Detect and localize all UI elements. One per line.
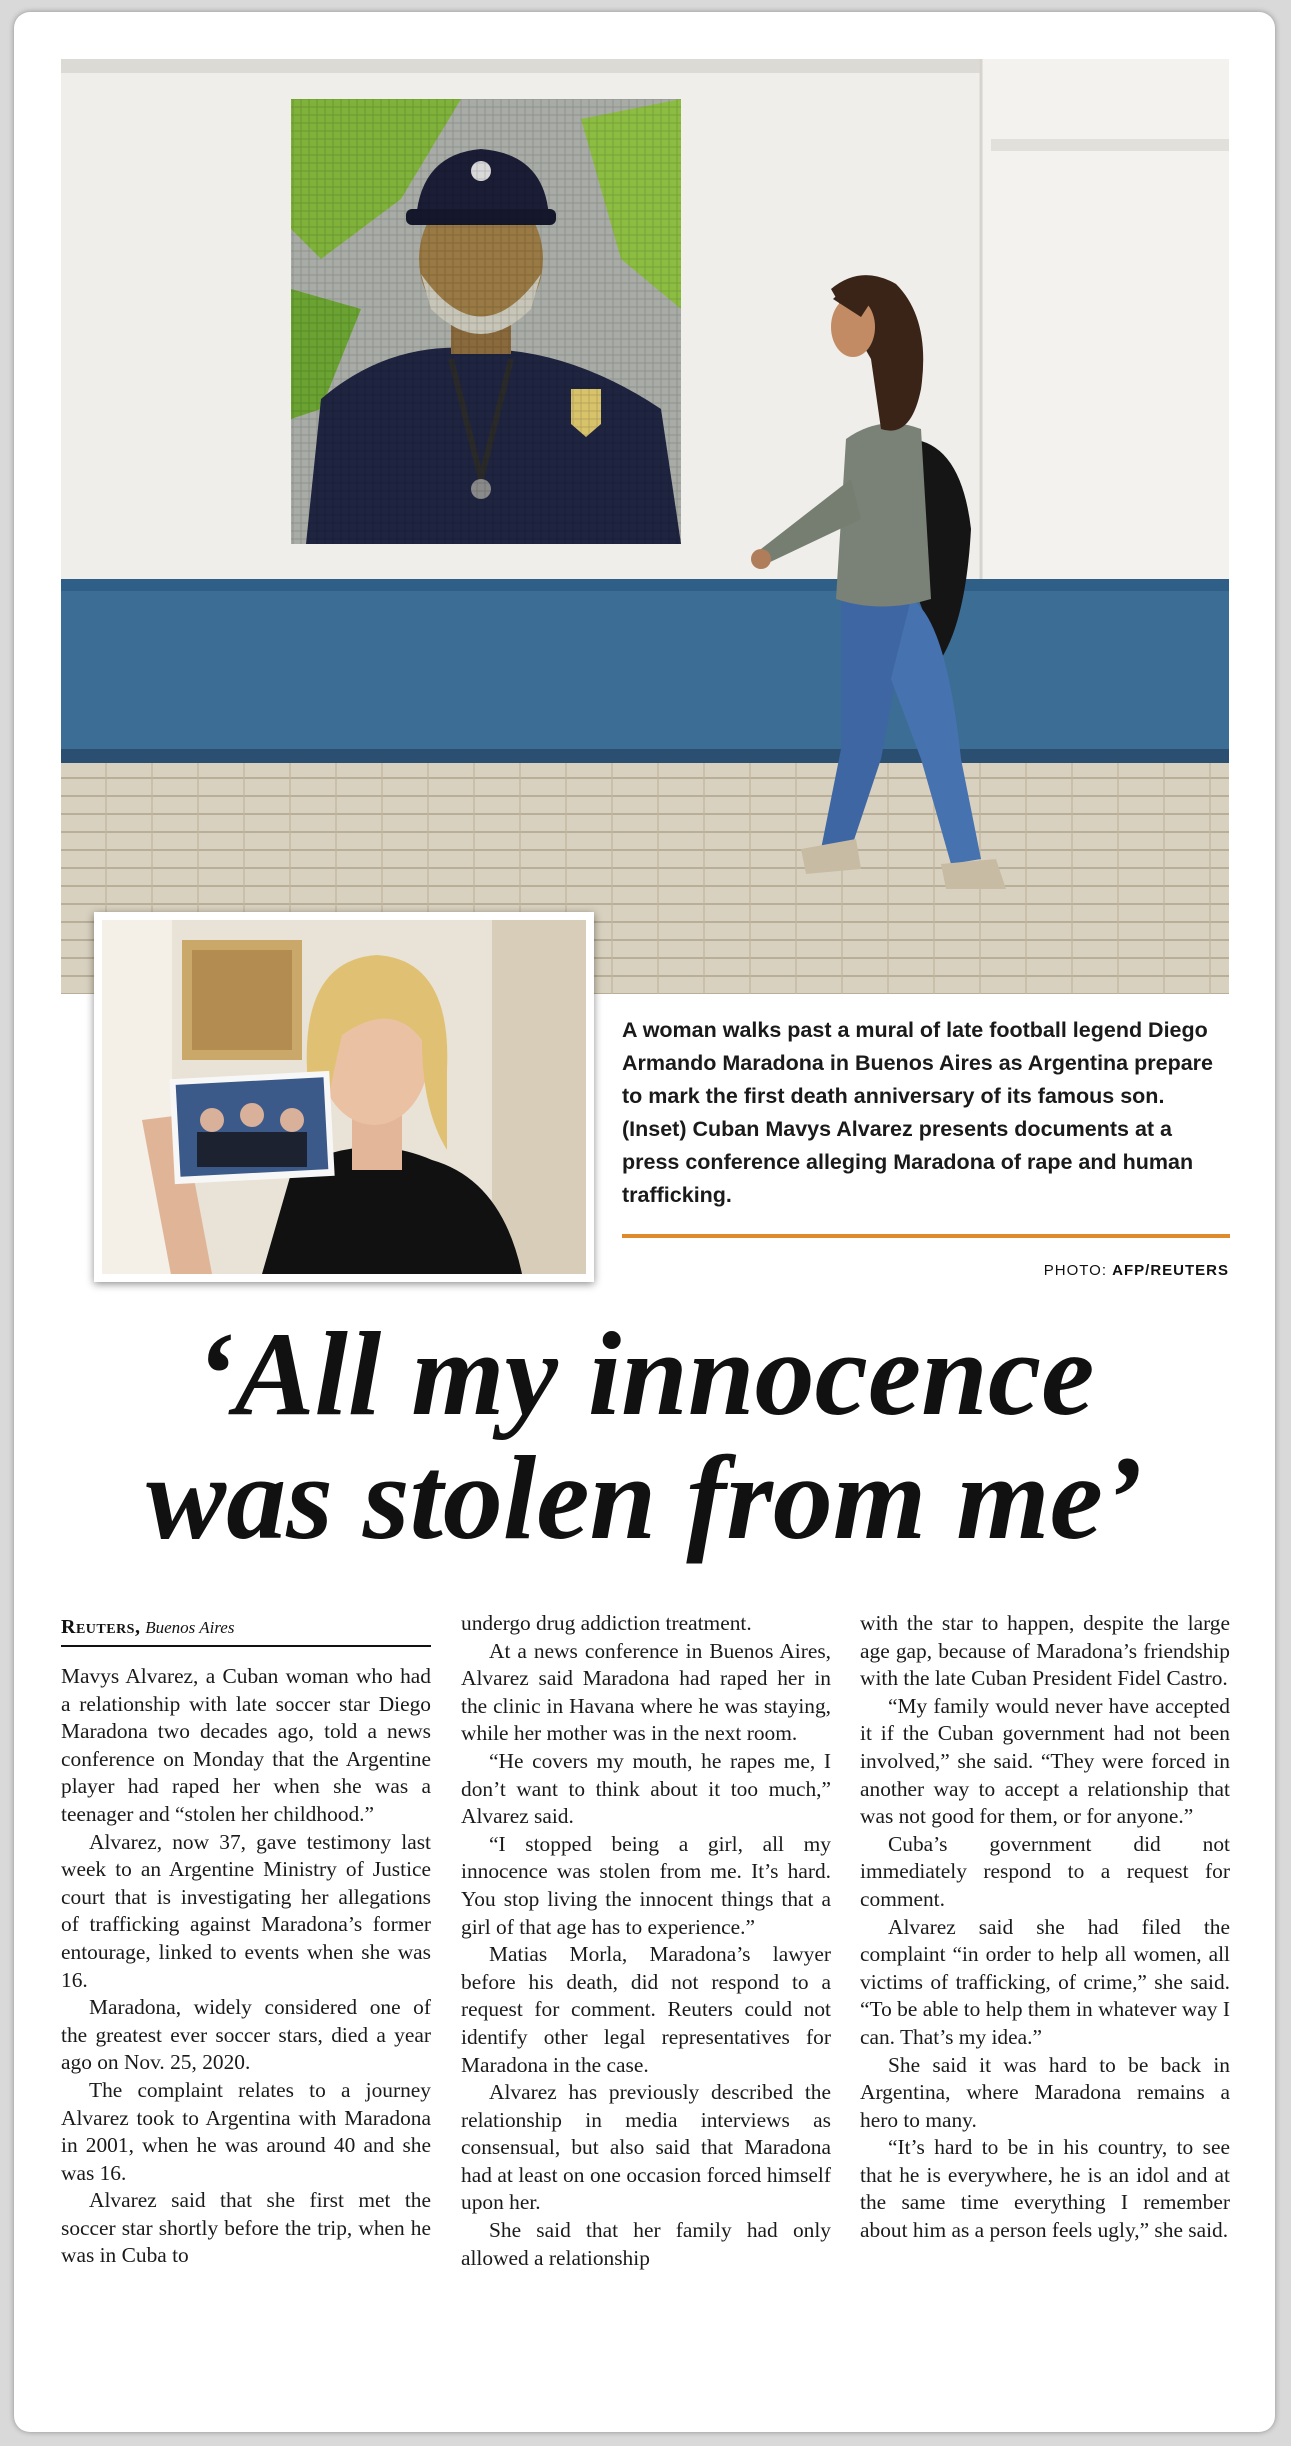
paragraph: with the star to happen, despite the large age gap, because of Maradona’s friendship with the late Cuban President Fidel Castro. [860, 1611, 1230, 1691]
paragraph: Cuba’s government did not immediately respond to a request for comment. [860, 1831, 1230, 1911]
paragraph: She said it was hard to be back in Argentina, where Maradona remains a hero to many. [860, 2052, 1230, 2132]
byline-agency: Reuters, [61, 1616, 141, 1638]
paragraph: “My family would never have accepted it if the Cuban government had not been involved,” she said. “They were forced in another way to accept a relationship that was not good for them, or for anyone.” [860, 1693, 1230, 1829]
photo-caption: A woman walks past a mural of late football legend Diego Armando Maradona in Buenos Aires as Argentina prepare to mark the first death anniversary of its famous son. (Inset) Cuban Mavys Alvarez presents documents at a press conference alleging Maradona of rape and human trafficking. [622, 1018, 1213, 1207]
article-column-1 [61, 1663, 431, 2270]
paragraph: The complaint relates to a journey Alvarez took to Argentina with Maradona in 2001, when he was around 40 and she was 16. [61, 2077, 431, 2185]
photo-credit [1044, 1262, 1229, 1279]
main-photo [61, 59, 1229, 994]
paragraph: “It’s hard to be in his country, to see that he is everywhere, he is an idol and at the same time everything I remember about him as a person feels ugly,” she said. [860, 2135, 1230, 2243]
newspaper-page [14, 12, 1275, 2432]
paragraph: undergo drug addiction treatment. [461, 1611, 752, 1635]
paragraph: Alvarez said she had filed the complaint “in order to help all women, all victims of trafficking, of crime,” she said. “To be able to help them in whatever way I can. That’s my idea.” [860, 1914, 1230, 2049]
headline-line-1: ‘All my innocence [194, 1307, 1095, 1440]
main-photo-illustration [61, 59, 1229, 994]
byline [61, 1616, 431, 1647]
paragraph: Alvarez, now 37, gave testimony last week to an Argentine Ministry of Justice court that is investigating her allegations of trafficking against Maradona’s former entourage, linked to events when she was 16. [61, 1829, 431, 1992]
caption-divider [622, 1234, 1230, 1238]
photo-credit-source: AFP/REUTERS [1112, 1262, 1229, 1279]
paragraph: “He covers my mouth, he rapes me, I don’t want to think about it too much,” Alvarez said. [461, 1748, 831, 1829]
inset-photo [94, 912, 594, 1282]
paragraph: She said that her family had only allowed a relationship [461, 2218, 831, 2270]
paragraph: Maradona, widely considered one of the greatest ever soccer stars, died a year ago on Nov. 25, 2020. [61, 1995, 431, 2075]
mural [291, 99, 681, 544]
article-column-3 [860, 1610, 1230, 2245]
inset-photo-illustration [102, 920, 586, 1274]
headline-line-2: was stolen from me’ [146, 1431, 1143, 1564]
paragraph: At a news conference in Buenos Aires, Alvarez said Maradona had raped her in the clinic in Havana where he was staying, while her mother was in the next room. [461, 1638, 831, 1746]
paragraph: Alvarez said that she first met the soccer star shortly before the trip, when he was in Cuba to [61, 2188, 431, 2268]
paragraph: Alvarez has previously described the relationship in media interviews as consensual, but also said that Maradona had at least on one occasion forced himself upon her. [461, 2080, 831, 2215]
photo-credit-label: PHOTO: [1043, 1262, 1107, 1279]
paragraph: “I stopped being a girl, all my innocence was stolen from me. It’s hard. You stop living the innocent things that a girl of that age has to experience.” [461, 1831, 831, 1939]
article-column-2 [461, 1610, 831, 2272]
paragraph: Mavys Alvarez, a Cuban woman who had a relationship with late soccer star Diego Maradona two decades ago, told a news conference on Monday that the Argentine player had raped her when she was a teenager and “stolen her childhood.” [61, 1664, 431, 1826]
paragraph: Matias Morla, Maradona’s lawyer before his death, did not respond to a request for comment. Reuters could not identify other legal representatives for Maradona in the case. [461, 1942, 831, 2077]
byline-place: Buenos Aires [145, 1618, 235, 1637]
headline [14, 1307, 1275, 1564]
